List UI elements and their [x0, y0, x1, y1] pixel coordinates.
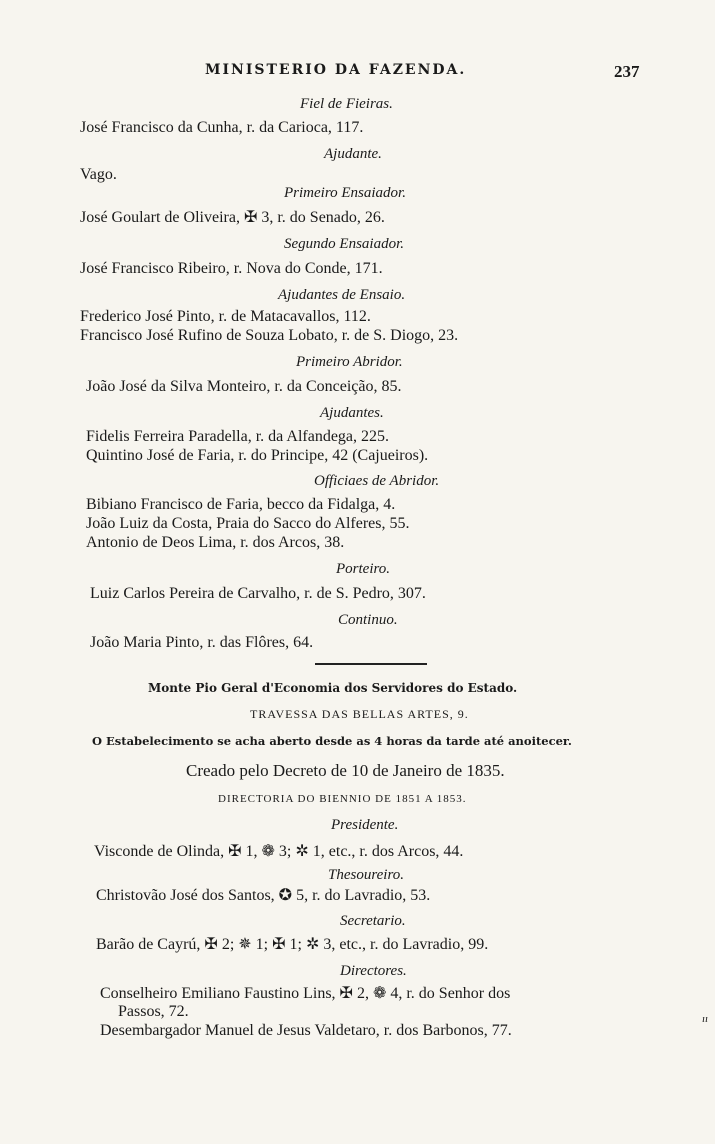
entry-primeiro-abridor: João José da Silva Monteiro, r. da Conceição, 85.	[86, 378, 402, 395]
heading-primeiro-abridor: Primeiro Abridor.	[296, 354, 403, 370]
opening-hours: O Estabelecimento se acha aberto desde as 4 horas da tarde até anoitecer.	[92, 734, 572, 748]
entry-ajudante-ensaio-2: Francisco José Rufino de Souza Lobato, r. de S. Diogo, 23.	[80, 327, 459, 344]
entry-segundo-ensaiador: José Francisco Ribeiro, r. Nova do Conde, 171.	[80, 260, 383, 277]
entry-official-3: Antonio de Deos Lima, r. dos Arcos, 38.	[86, 534, 345, 551]
section-address: TRAVESSA DAS BELLAS ARTES, 9.	[250, 707, 469, 721]
running-title: MINISTERIO DA FAZENDA.	[205, 62, 467, 78]
heading-thesoureiro: Thesoureiro.	[328, 867, 404, 883]
heading-porteiro: Porteiro.	[336, 561, 391, 577]
heading-ajudante: Ajudante.	[324, 146, 382, 162]
heading-secretario: Secretario.	[340, 913, 406, 929]
entry-presidente: Visconde de Olinda, ✠ 1, ❁ 3; ✲ 1, etc., r. dos Arcos, 44.	[94, 843, 464, 860]
entry-ajudante-2: Quintino José de Faria, r. do Principe, 42 (Cajueiros).	[86, 447, 429, 464]
page-number: 237	[614, 62, 640, 81]
entry-continuo: João Maria Pinto, r. das Flôres, 64.	[90, 634, 314, 651]
entry-official-2: João Luiz da Costa, Praia do Sacco do Alferes, 55.	[86, 515, 410, 532]
section-title-monte-pio: Monte Pio Geral d'Economia dos Servidores do Estado.	[148, 681, 518, 695]
heading-officiaes-de-abridor: Officiaes de Abridor.	[314, 473, 440, 489]
entry-secretario: Barão de Cayrú, ✠ 2; ✵ 1; ✠ 1; ✲ 3, etc., r. do Lavradio, 99.	[96, 936, 489, 953]
entry-fiel: José Francisco da Cunha, r. da Carioca, 117.	[80, 119, 364, 136]
margin-mark: ıı	[702, 1013, 709, 1025]
heading-presidente: Presidente.	[331, 817, 399, 833]
heading-continuo: Continuo.	[338, 612, 398, 628]
entry-director-1-line1: Conselheiro Emiliano Faustino Lins, ✠ 2, ❁ 4, r. do Senhor dos	[100, 985, 511, 1002]
entry-primeiro-ensaiador: José Goulart de Oliveira, ✠ 3, r. do Senado, 26.	[80, 209, 385, 226]
entry-ajudante-ensaio-1: Frederico José Pinto, r. de Matacavallos, 112.	[80, 308, 371, 325]
heading-segundo-ensaiador: Segundo Ensaiador.	[284, 236, 404, 252]
heading-fiel-de-fieiras: Fiel de Fieiras.	[300, 96, 393, 112]
page-header	[0, 62, 715, 86]
decree-line: Creado pelo Decreto de 10 de Janeiro de 1835.	[186, 761, 505, 780]
entry-official-1: Bibiano Francisco de Faria, becco da Fidalga, 4.	[86, 496, 396, 513]
heading-directores: Directores.	[340, 963, 407, 979]
entry-thesoureiro: Christovão José dos Santos, ✪ 5, r. do Lavradio, 53.	[96, 887, 431, 904]
entry-ajudante-1: Fidelis Ferreira Paradella, r. da Alfandega, 225.	[86, 428, 390, 445]
entry-director-1-line2: Passos, 72.	[118, 1003, 189, 1020]
heading-primeiro-ensaiador: Primeiro Ensaiador.	[284, 185, 406, 201]
entry-ajudante: Vago.	[80, 166, 117, 183]
heading-ajudantes: Ajudantes.	[320, 405, 384, 421]
entry-porteiro: Luiz Carlos Pereira de Carvalho, r. de S. Pedro, 307.	[90, 585, 426, 602]
heading-ajudantes-de-ensaio: Ajudantes de Ensaio.	[278, 287, 406, 303]
directoria-line: DIRECTORIA DO BIENNIO DE 1851 A 1853.	[218, 793, 467, 805]
entry-director-2: Desembargador Manuel de Jesus Valdetaro, r. dos Barbonos, 77.	[100, 1022, 512, 1039]
section-divider	[315, 663, 427, 665]
